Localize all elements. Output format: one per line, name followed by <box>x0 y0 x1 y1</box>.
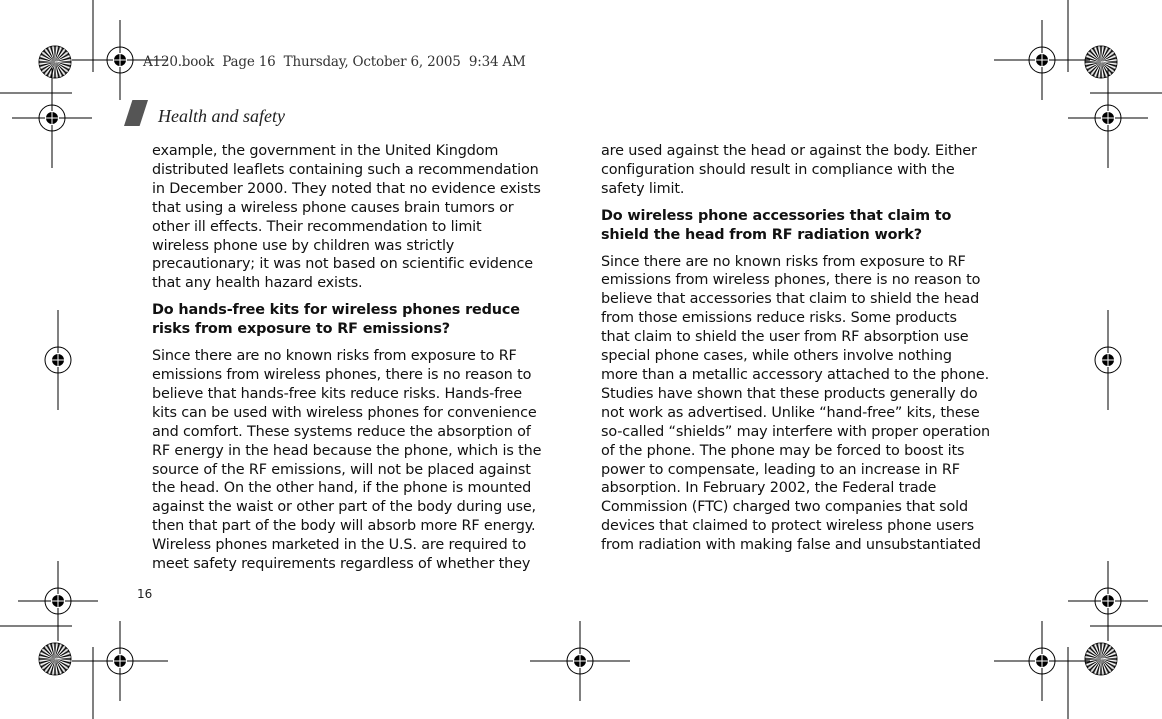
text-line: believe that accessories that claim to shield the head <box>601 291 980 308</box>
text-line: more than a metallic accessory attached to the phone. <box>601 366 990 383</box>
text-line: source of the RF emissions, will not be placed against <box>152 461 531 478</box>
print-stamp: A120.book Page 16 Thursday, October 6, 2005 9:34 AM <box>143 54 526 70</box>
question-heading <box>152 301 541 339</box>
text-line: from those emissions reduce risks. Some products <box>601 310 957 327</box>
text-line: Commission (FTC) charged two companies that sold <box>601 499 968 516</box>
body-paragraph <box>152 142 541 293</box>
text-line: Since there are no known risks from exposure to RF <box>152 348 517 365</box>
text-line: then that part of the body will absorb more RF energy. <box>152 518 536 535</box>
left-column <box>152 142 541 582</box>
text-line: risks from exposure to RF emissions? <box>152 321 450 338</box>
text-line: of the phone. The phone may be forced to boost its <box>601 442 965 459</box>
page-number: 16 <box>137 587 153 601</box>
text-line: Do wireless phone accessories that claim to <box>601 207 952 224</box>
text-line: power to compensate, leading to an increase in RF <box>601 461 960 478</box>
body-paragraph <box>601 142 990 199</box>
text-line: that using a wireless phone causes brain tumors or <box>152 199 514 216</box>
text-line: that claim to shield the user from RF absorption use <box>601 329 969 346</box>
body-paragraph <box>152 347 541 574</box>
text-line: other ill effects. Their recommendation to limit <box>152 218 482 235</box>
text-line: devices that claimed to protect wireless phone users <box>601 518 974 535</box>
text-line: Since there are no known risks from exposure to RF <box>601 253 966 270</box>
text-line: in December 2000. They noted that no evidence exists <box>152 180 541 197</box>
text-line: that any health hazard exists. <box>152 275 363 292</box>
body-paragraph <box>601 253 990 556</box>
text-line: configuration should result in compliance with the <box>601 161 955 178</box>
text-line: wireless phone use by children was strictly <box>152 237 455 254</box>
text-line: emissions from wireless phones, there is no reason to <box>601 272 981 289</box>
text-line: against the waist or other part of the body during use, <box>152 499 536 516</box>
text-line: and comfort. These systems reduce the absorption of <box>152 423 531 440</box>
text-line: the head. On the other hand, if the phone is mounted <box>152 480 532 497</box>
text-line: emissions from wireless phones, there is no reason to <box>152 366 532 383</box>
text-line: example, the government in the United Kingdom <box>152 143 499 159</box>
text-line: RF energy in the head because the phone, which is the <box>152 442 542 459</box>
text-line: Studies have shown that these products generally do <box>601 385 978 402</box>
text-line: so-called “shields” may interfere with proper operation <box>601 423 991 440</box>
text-line: believe that hands-free kits reduce risks. Hands-free <box>152 385 522 402</box>
text-line: precautionary; it was not based on scientific evidence <box>152 256 533 273</box>
text-line: absorption. In February 2002, the Federal trade <box>601 480 937 497</box>
text-line: safety limit. <box>601 180 685 197</box>
text-line: distributed leaflets containing such a recommendation <box>152 161 539 178</box>
text-line: not work as advertised. Unlike “hand-free” kits, these <box>601 404 980 421</box>
text-line: Wireless phones marketed in the U.S. are required to <box>152 537 527 554</box>
section-title: Health and safety <box>158 106 285 126</box>
text-line: special phone cases, while others involve nothing <box>601 348 952 365</box>
question-heading <box>601 207 990 245</box>
text-line: shield the head from RF radiation work? <box>601 226 922 243</box>
text-line: meet safety requirements regardless of whether they <box>152 556 531 573</box>
text-line: from radiation with making false and unsubstantiated <box>601 537 981 554</box>
text-line: kits can be used with wireless phones for convenience <box>152 404 537 421</box>
right-column <box>601 142 990 563</box>
text-line: are used against the head or against the body. Either <box>601 143 977 159</box>
text-line: Do hands-free kits for wireless phones reduce <box>152 302 520 319</box>
